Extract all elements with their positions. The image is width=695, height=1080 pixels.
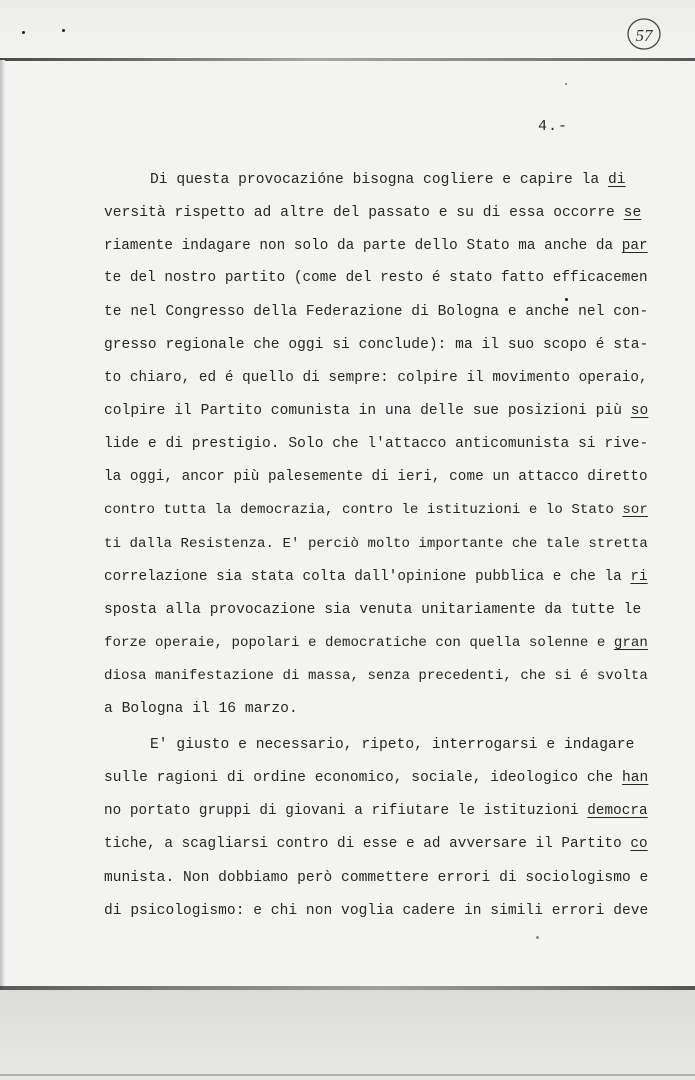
text-line (150, 736, 634, 754)
text-line (104, 634, 648, 652)
line-text: colpire il Partito comunista in una delle sue posizioni più (104, 403, 631, 419)
top-edge-rule (0, 58, 695, 61)
text-line (104, 869, 648, 887)
line-hyphen-tail: se (623, 205, 642, 221)
bottom-scan-band (0, 990, 695, 1080)
line-text: la oggi, ancor più palesemente di ieri, come un attacco diretto (104, 469, 648, 485)
line-text: correlazione sia stata colta dall'opinione pubblica e che la (104, 569, 631, 585)
line-hyphen-tail: ri (630, 569, 648, 585)
line-text: a Bologna il 16 marzo. (104, 701, 298, 717)
text-line (104, 700, 298, 718)
bottom-scan-line (0, 1074, 695, 1076)
text-line (104, 336, 648, 354)
text-line (104, 601, 641, 619)
line-text: forze operaie, popolari e democratiche con quella solenne e (104, 635, 614, 651)
scan-speck (536, 936, 539, 939)
text-line (104, 902, 648, 920)
line-hyphen-tail: di (608, 172, 626, 188)
line-hyphen-tail: so (630, 403, 649, 419)
text-line (150, 171, 626, 189)
text-line (104, 269, 648, 287)
text-line (104, 402, 648, 420)
line-hyphen-tail: co (630, 836, 648, 852)
line-hyphen-tail: par (621, 238, 648, 254)
line-text: lide e di prestigio. Solo che l'attacco anticomunista si rive- (104, 436, 649, 452)
text-line (104, 303, 648, 321)
line-text: no portato gruppi di giovani a rifiutare le istituzioni (104, 803, 588, 819)
line-text: sulle ragioni di ordine economico, sociale, ideologico che (104, 770, 622, 786)
line-text: contro tutta la democrazia, contro le istituzioni e lo Stato (104, 502, 623, 518)
text-line (104, 435, 648, 453)
text-line (104, 237, 648, 255)
text-line (104, 468, 648, 486)
left-scan-edge (0, 60, 5, 990)
line-text: versità rispetto ad altre del passato e su di essa occorre (104, 205, 624, 221)
line-text: ti dalla Resistenza. E' perciò molto importante che tale stretta (104, 536, 648, 552)
stamp-text: 57 (635, 26, 653, 45)
scan-speck (565, 83, 567, 85)
line-text: E' giusto e necessario, ripeto, interrogarsi e indagare (150, 737, 635, 753)
line-text: te nel Congresso della Federazione di Bologna e anche nel con- (104, 304, 649, 320)
line-text: te del nostro partito (come del resto é stato fatto efficacemen (104, 270, 648, 286)
page-stamp-number (626, 16, 662, 52)
line-text: di psicologismo: e chi non voglia cadere in simili errori deve (104, 903, 649, 919)
line-hyphen-tail: democra (587, 803, 648, 819)
line-text: munista. Non dobbiamo però commettere errori di sociologismo e (104, 870, 649, 886)
page-number: 4.- (538, 118, 569, 135)
text-line (104, 535, 648, 553)
text-line (104, 568, 648, 586)
text-line (104, 802, 648, 820)
text-line (104, 835, 648, 853)
text-line (104, 204, 641, 222)
text-line (104, 369, 648, 387)
line-text: Di questa provocazióne bisogna cogliere e capire la (150, 172, 608, 188)
line-text: diosa manifestazione di massa, senza precedenti, che si é svolta (104, 668, 648, 684)
line-text: tiche, a scagliarsi contro di esse e ad avversare il Partito (104, 836, 631, 852)
line-text: riamente indagare non solo da parte dello Stato ma anche da (104, 238, 622, 254)
text-line (104, 667, 648, 685)
line-hyphen-tail: han (622, 770, 649, 786)
scan-speck (565, 298, 568, 301)
line-hyphen-tail: sor (622, 502, 648, 518)
text-line (104, 501, 648, 519)
text-line (104, 769, 648, 787)
scan-speck (62, 29, 65, 32)
line-text: to chiaro, ed é quello di sempre: colpire il movimento operaio, (104, 370, 648, 386)
line-text: sposta alla provocazione sia venuta unitariamente da tutte le (104, 602, 642, 618)
line-text: gresso regionale che oggi si conclude): ma il suo scopo é sta- (104, 337, 649, 353)
line-hyphen-tail: gran (613, 635, 648, 651)
scan-speck (22, 31, 25, 34)
top-scan-band (0, 0, 695, 62)
